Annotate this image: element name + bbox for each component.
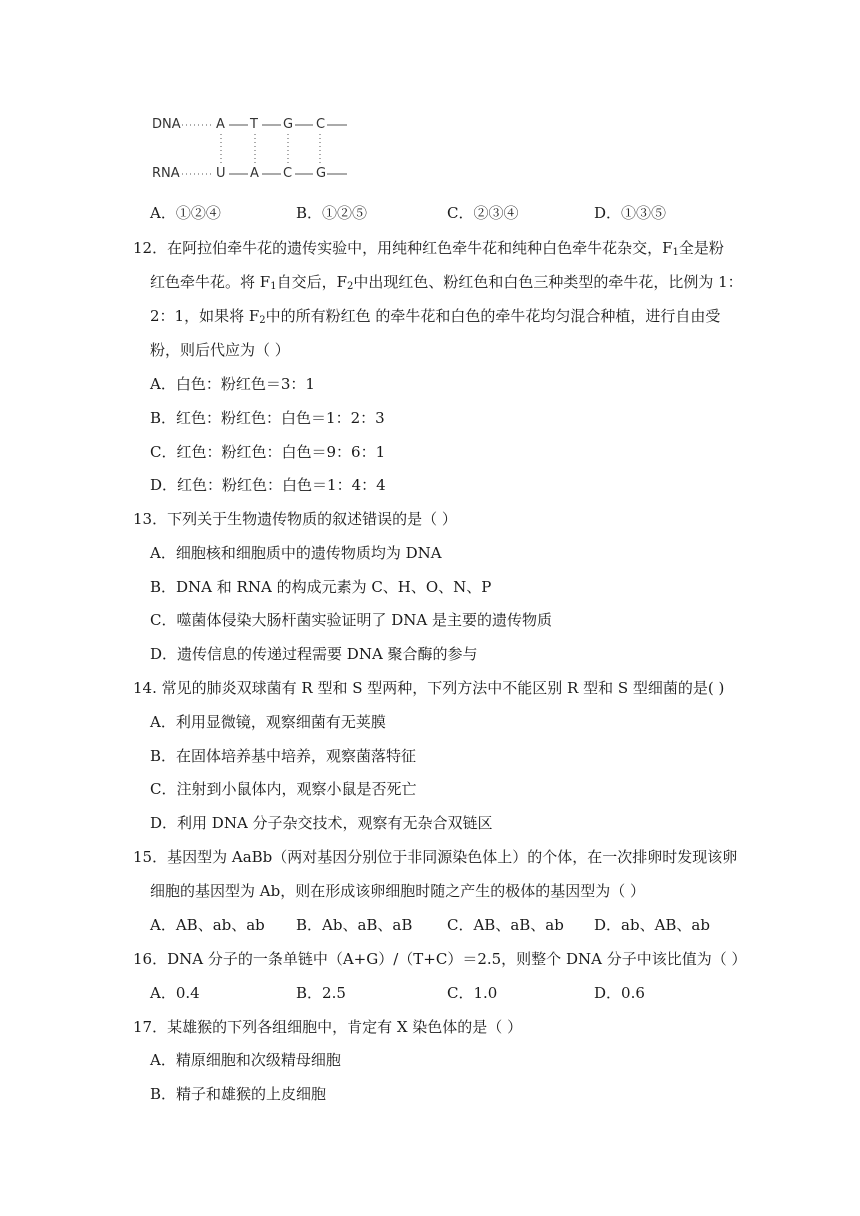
q13-option-a: A．细胞核和细胞质中的遗传物质均为 DNA — [150, 544, 442, 562]
rna-base: C — [283, 166, 293, 181]
q17-stem: 17．某雄猴的下列各组细胞中，肯定有 X 染色体的是（ ） — [133, 1018, 523, 1036]
rna-base: A — [250, 166, 259, 181]
q16-option-c: C．1.0 — [447, 984, 498, 1002]
q14-option-b: B．在固体培养基中培养，观察菌落特征 — [150, 747, 417, 765]
dna-rna-pairing-figure — [152, 114, 362, 186]
q15-option-c: C．AB、aB、ab — [447, 916, 564, 934]
q13-option-d: D．遗传信息的传递过程需要 DNA 聚合酶的参与 — [150, 645, 478, 663]
q17-option-a: A．精原细胞和次级精母细胞 — [150, 1051, 341, 1069]
q15-stem-line-2: 细胞的基因型为 Ab，则在形成该卵细胞时随之产生的极体的基因型为（ ） — [150, 882, 645, 900]
q13-option-b: B．DNA 和 RNA 的构成元素为 C、H、O、N、P — [150, 578, 492, 596]
dna-base: T — [250, 117, 258, 132]
q11-option-d: D．①③⑤ — [594, 204, 667, 222]
q15-option-d: D．ab、AB、ab — [594, 916, 710, 934]
q11-option-c: C．②③④ — [447, 204, 519, 222]
dna-label: DNA — [152, 117, 181, 132]
q12-option-d: D．红色：粉红色：白色＝1：4：4 — [150, 476, 386, 494]
q12-stem-line-2: 红色牵牛花。将 $F_1$自交后，$F_2$中出现红色、粉红色和白色三种类型的牵牛花，比例为 1： — [150, 273, 743, 292]
dna-base: C — [316, 117, 326, 132]
q12-stem-line-3: 2：1，如果将 $F_2$中的所有粉红色 的牵牛花和白色的牵牛花均匀混合种植，进行自由受 — [150, 307, 721, 326]
q13-option-c: C．噬菌体侵染大肠杆菌实验证明了 DNA 是主要的遗传物质 — [150, 611, 552, 629]
q14-stem: 14. 常见的肺炎双球菌有 R 型和 S 型两种，下列方法中不能区别 R 型和 S 型细菌的是( ) — [133, 679, 725, 697]
q12-option-c: C．红色：粉红色：白色＝9：6：1 — [150, 443, 386, 461]
q12-stem-line-1: 12．在阿拉伯牵牛花的遗传实验中，用纯种红色牵牛花和纯种白色牵牛花杂交，$F_1$全是粉 — [133, 239, 724, 258]
rna-base: G — [316, 166, 327, 181]
q12-stem-line-4: 粉，则后代应为（ ） — [150, 341, 290, 359]
rna-label: RNA — [152, 166, 180, 181]
q14-option-a: A．利用显微镜，观察细菌有无荚膜 — [150, 713, 386, 731]
q16-stem: 16．DNA 分子的一条单链中（A+G）/（T+C）＝2.5，则整个 DNA 分子中该比值为（ ） — [133, 950, 747, 968]
q14-option-c: C．注射到小鼠体内，观察小鼠是否死亡 — [150, 780, 417, 798]
dna-base: A — [216, 117, 225, 132]
q12-option-b: B．红色：粉红色：白色＝1：2：3 — [150, 409, 385, 427]
dna-base: G — [283, 117, 294, 132]
q16-option-d: D．0.6 — [594, 984, 645, 1002]
q15-option-a: A．AB、ab、ab — [150, 916, 265, 934]
q15-stem-line-1: 15．基因型为 AaBb（两对基因分别位于非同源染色体上）的个体，在一次排卵时发现该卵 — [133, 848, 738, 866]
q13-stem: 13．下列关于生物遗传物质的叙述错误的是（ ） — [133, 510, 457, 528]
q11-option-b: B．①②⑤ — [296, 204, 368, 222]
q16-option-a: A．0.4 — [150, 984, 200, 1002]
rna-base: U — [216, 166, 226, 181]
q11-option-a: A．①②④ — [150, 204, 221, 222]
q14-option-d: D．利用 DNA 分子杂交技术，观察有无杂合双链区 — [150, 814, 493, 832]
q12-option-a: A．白色：粉红色＝3：1 — [150, 375, 315, 393]
q17-option-b: B．精子和雄猴的上皮细胞 — [150, 1085, 327, 1103]
q15-option-b: B．Ab、aB、aB — [296, 916, 413, 934]
q16-option-b: B．2.5 — [296, 984, 346, 1002]
